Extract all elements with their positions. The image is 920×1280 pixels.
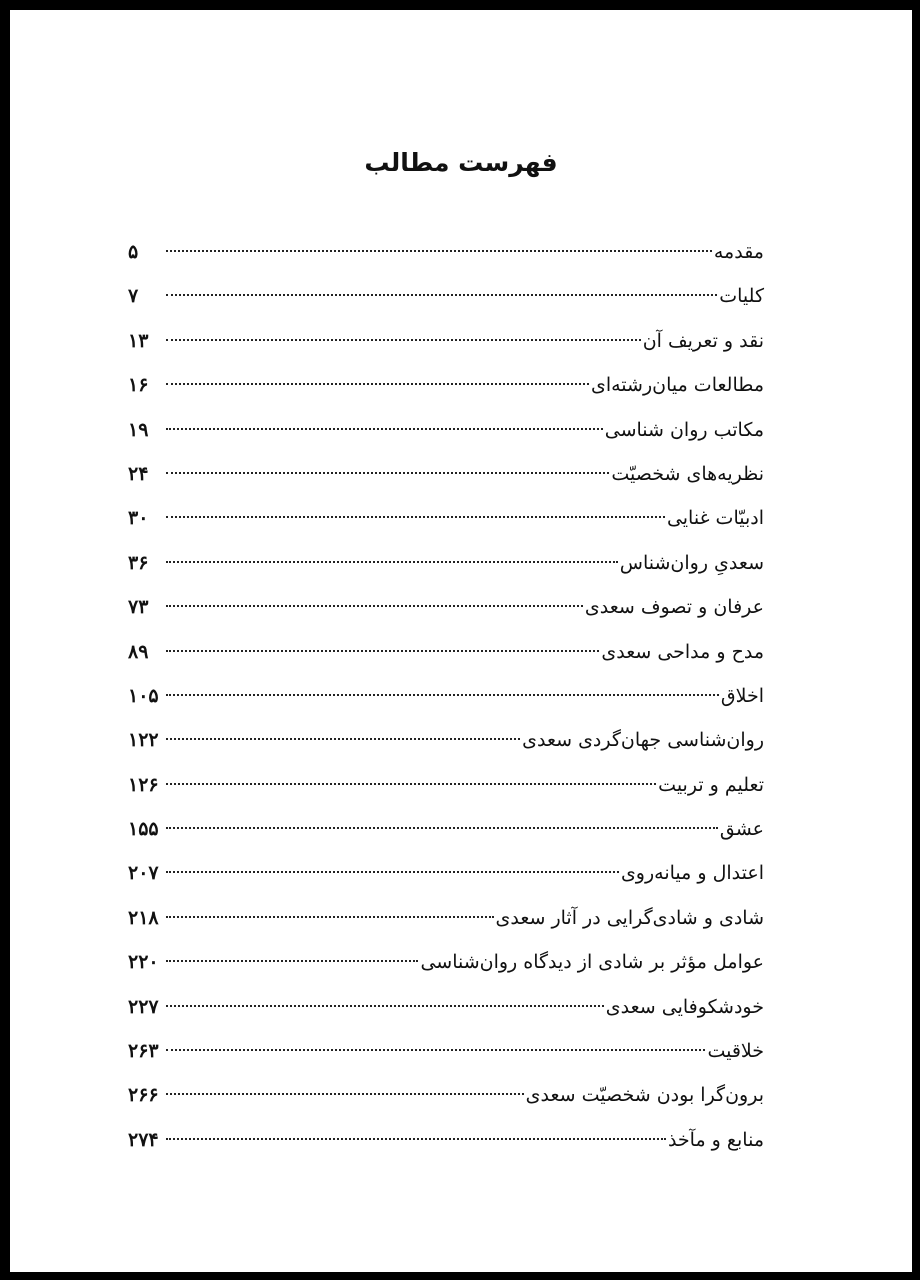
toc-entry xyxy=(128,718,764,762)
dot-leader xyxy=(166,428,603,430)
toc-entry-page: ۲۴ xyxy=(128,462,149,485)
toc-entry-title: مطالعات میان‌رشته‌ای xyxy=(590,374,764,397)
toc-entry-page: ۱۶ xyxy=(128,374,149,397)
toc-entry-title: مدح و مداحی سعدی xyxy=(601,640,764,663)
toc-entry-page: ۷۳ xyxy=(128,596,149,619)
toc-entry xyxy=(128,1029,764,1073)
toc-entry-page: ۱۳ xyxy=(128,329,149,352)
dot-leader xyxy=(166,783,656,785)
page-title: فهرست مطالب xyxy=(364,148,558,177)
toc-entry xyxy=(128,230,764,274)
toc-entry xyxy=(128,896,764,940)
toc-entry-title: اعتدال و میانه‌روی xyxy=(620,862,764,885)
dot-leader xyxy=(166,1005,604,1007)
dot-leader xyxy=(166,250,712,252)
dot-leader xyxy=(166,650,599,652)
toc-entry-title: عشق xyxy=(719,818,764,841)
table-of-contents xyxy=(128,230,764,1162)
toc-entry-title: تعلیم و تربیت xyxy=(658,773,764,796)
toc-entry-page: ۱۲۶ xyxy=(128,773,159,796)
toc-entry xyxy=(128,274,764,318)
toc-entry-page: ۷ xyxy=(128,285,139,308)
toc-entry-page: ۱۲۲ xyxy=(128,729,159,752)
dot-leader xyxy=(166,605,583,607)
dot-leader xyxy=(166,827,718,829)
toc-entry xyxy=(128,585,764,629)
dot-leader xyxy=(166,1093,524,1095)
toc-entry xyxy=(128,807,764,851)
toc-entry-page: ۵ xyxy=(128,241,139,263)
toc-entry-page: ۲۱۸ xyxy=(128,906,159,929)
toc-entry xyxy=(128,763,764,807)
toc-entry-page: ۳۰ xyxy=(128,507,149,530)
toc-entry-title: سعدیِ روان‌شناس xyxy=(619,551,764,574)
toc-entry-page: ۱۵۵ xyxy=(128,818,159,841)
document-page xyxy=(10,10,912,1272)
toc-entry-title: مقدمه xyxy=(713,241,764,263)
toc-entry-title: عوامل مؤثر بر شادی از دیدگاه روان‌شناسی xyxy=(420,951,764,974)
toc-entry xyxy=(128,985,764,1029)
dot-leader xyxy=(166,383,589,385)
toc-entry-title: نظریه‌های شخصیّت xyxy=(611,462,764,485)
toc-entry xyxy=(128,1073,764,1117)
dot-leader xyxy=(166,960,418,962)
toc-entry-page: ۸۹ xyxy=(128,640,149,663)
toc-entry-title: مکاتب روان شناسی xyxy=(604,418,764,441)
toc-entry-title: برون‌گرا بودن شخصیّت سعدی xyxy=(525,1084,764,1107)
dot-leader xyxy=(166,1049,705,1051)
toc-entry-title: خودشکوفایی سعدی xyxy=(605,995,764,1018)
toc-entry-title: روان‌شناسی جهان‌گردی سعدی xyxy=(522,729,764,752)
toc-entry-page: ۲۲۷ xyxy=(128,995,159,1018)
toc-entry xyxy=(128,363,764,407)
toc-entry xyxy=(128,452,764,496)
toc-entry-page: ۲۲۰ xyxy=(128,951,159,974)
toc-entry-page: ۱۹ xyxy=(128,418,149,441)
dot-leader xyxy=(166,516,665,518)
toc-entry-title: شادی و شادی‌گرایی در آثار سعدی xyxy=(495,906,764,929)
toc-entry-page: ۲۶۶ xyxy=(128,1084,159,1107)
toc-entry-page: ۲۶۳ xyxy=(128,1040,159,1063)
toc-entry xyxy=(128,940,764,984)
toc-entry-title: عرفان و تصوف سعدی xyxy=(584,596,764,619)
toc-entry xyxy=(128,319,764,363)
dot-leader xyxy=(166,339,641,341)
dot-leader xyxy=(166,561,618,563)
dot-leader xyxy=(166,738,520,740)
dot-leader xyxy=(166,871,619,873)
dot-leader xyxy=(166,1138,666,1140)
dot-leader xyxy=(166,294,717,296)
toc-entry-title: خلاقیت xyxy=(707,1040,764,1063)
dot-leader xyxy=(166,916,494,918)
toc-entry-page: ۱۰۵ xyxy=(128,684,159,707)
dot-leader xyxy=(166,472,609,474)
toc-entry-page: ۲۷۴ xyxy=(128,1128,159,1151)
toc-entry xyxy=(128,674,764,718)
toc-entry-title: منابع و مآخذ xyxy=(667,1128,764,1151)
toc-entry xyxy=(128,1118,764,1162)
toc-entry xyxy=(128,496,764,540)
toc-entry-page: ۳۶ xyxy=(128,551,149,574)
toc-entry xyxy=(128,408,764,452)
toc-entry-page: ۲۰۷ xyxy=(128,862,159,885)
toc-entry xyxy=(128,851,764,895)
toc-entry-title: اخلاق xyxy=(720,684,764,707)
toc-entry-title: نقد و تعریف آن xyxy=(642,329,764,352)
toc-entry-title: ادبیّات غنایی xyxy=(666,507,764,530)
toc-entry-title: کلیات xyxy=(719,285,764,308)
toc-entry xyxy=(128,541,764,585)
dot-leader xyxy=(166,694,719,696)
toc-entry xyxy=(128,630,764,674)
